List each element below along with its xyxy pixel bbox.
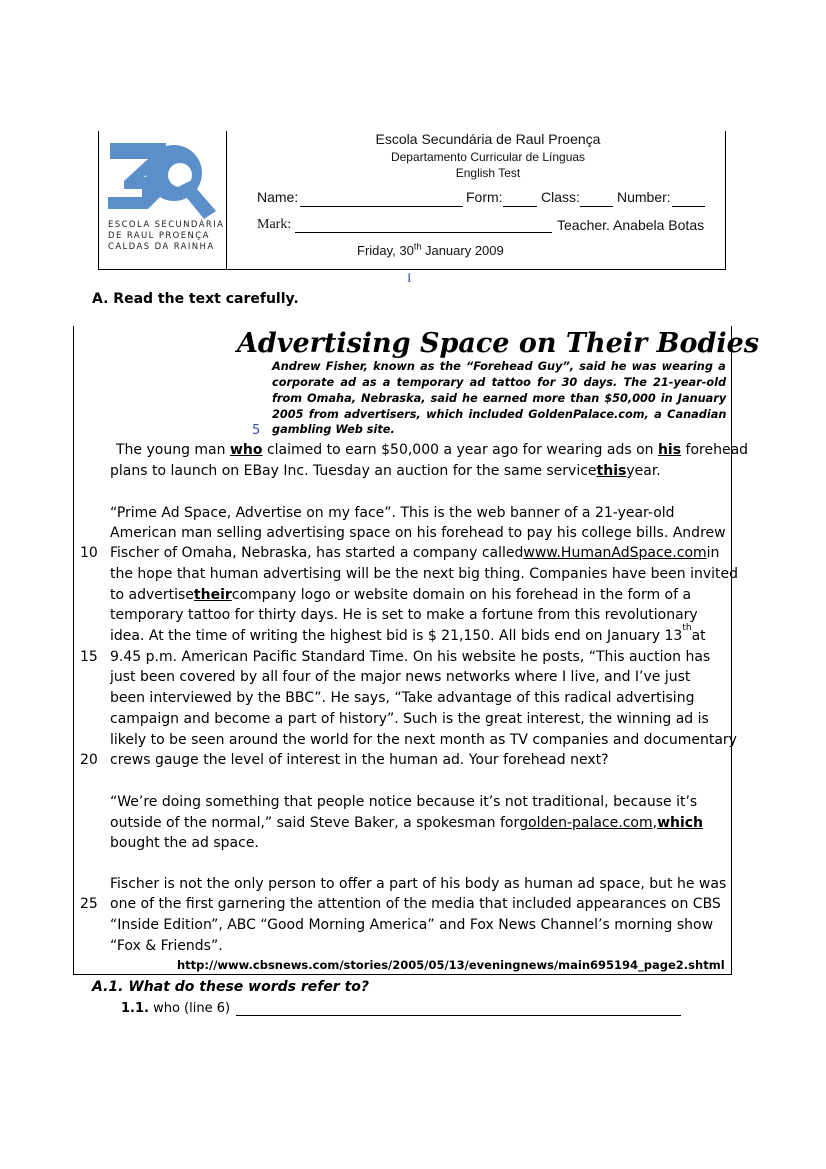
teacher-label: Teacher. Anabela Botas bbox=[557, 217, 705, 233]
lead-line: corporate ad as a temporary ad tattoo for 30 days. The 21-year-old bbox=[272, 376, 727, 389]
paragraph-2-line: the hope that human advertising will be the next big thing. Companies have been invited bbox=[110, 566, 739, 582]
form-field-line[interactable] bbox=[503, 206, 537, 207]
paragraph-3-line: bought the ad space. bbox=[110, 835, 259, 851]
line-number: 15 bbox=[80, 649, 98, 665]
school-name: Escola Secundária de Raul Proença bbox=[375, 131, 601, 147]
section-a-title: A. Read the text carefully. bbox=[92, 291, 299, 307]
mark-field-line[interactable] bbox=[295, 232, 552, 233]
paragraph-4-line: “Fox & Friends”. bbox=[110, 938, 223, 954]
paragraph-4-line: “Inside Edition”, ABC “Good Morning America” and Fox News Channel’s morning show bbox=[110, 917, 714, 933]
paragraph-3-line: outside of the normal,” said Steve Baker, a spokesman for golden-palace.com , which bbox=[110, 815, 704, 831]
class-label: Class: bbox=[541, 189, 580, 205]
paragraph-2-line: 9.45 p.m. American Pacific Standard Time. On his website he posts, “This auction has bbox=[110, 649, 711, 665]
paragraph-2-line: Fischer of Omaha, Nebraska, has started a company called www.HumanAdSpace.com in bbox=[110, 545, 720, 561]
paragraph-2-line: temporary tattoo for thirty days. He is set to make a fortune from this revolutionary bbox=[110, 607, 698, 623]
logo-text-line3: CALDAS DA RAINHA bbox=[108, 242, 215, 252]
logo-text-line1: ESCOLA SECUNDÁRIA bbox=[108, 220, 225, 230]
question-1-1: 1.1. who (line 6) bbox=[121, 1001, 231, 1016]
cursor-mark: I bbox=[407, 270, 412, 285]
header-divider bbox=[226, 131, 227, 270]
paragraph-1-line-1: The young man who claimed to earn $50,000 a year ago for wearing ads on his forehead bbox=[116, 442, 749, 458]
form-label: Form: bbox=[466, 189, 503, 205]
paragraph-2-line: crews gauge the level of interest in the human ad. Your forehead next? bbox=[110, 752, 609, 768]
line-number: 25 bbox=[80, 896, 98, 912]
paragraph-2-line: likely to be seen around the world for the next month as TV companies and documentary bbox=[110, 732, 737, 748]
lead-line: gambling Web site. bbox=[272, 423, 395, 436]
paragraph-2-line: American man selling advertising space on his forehead to pay his college bills. Andrew bbox=[110, 525, 726, 541]
lead-line: 2005 from advertisers, which included GoldenPalace.com, a Canadian bbox=[272, 408, 727, 421]
question-a1-title: A.1. What do these words refer to? bbox=[92, 979, 370, 995]
paragraph-4-line: one of the first garnering the attention of the media that included appearances on CBS bbox=[110, 896, 721, 912]
class-field-line[interactable] bbox=[580, 206, 613, 207]
department-name: Departamento Curricular de Línguas bbox=[390, 150, 586, 164]
humanadspace-link[interactable]: www.HumanAdSpace.com bbox=[523, 545, 707, 561]
logo-text-line2: DE RAUL PROENÇA bbox=[108, 231, 210, 241]
number-field-line[interactable] bbox=[672, 206, 705, 207]
test-name: English Test bbox=[455, 166, 521, 180]
paragraph-3-line: “We’re doing something that people notice because it’s not traditional, because it’s bbox=[110, 794, 698, 810]
lead-line: Andrew Fisher, known as the “Forehead Guy”, said he was wearing a bbox=[272, 360, 726, 373]
mark-label: Mark: bbox=[257, 217, 292, 232]
paragraph-2-line: campaign and become a part of history”. Such is the great interest, the winning ad is bbox=[110, 711, 709, 727]
paragraph-2-line: “Prime Ad Space, Advertise on my face”. This is the web banner of a 21-year-old bbox=[110, 505, 675, 521]
paragraph-4-line: Fischer is not the only person to offer a part of his body as human ad space, but he was bbox=[110, 876, 727, 892]
line-number: 5 bbox=[252, 423, 261, 438]
name-label: Name: bbox=[257, 189, 299, 205]
question-1-1-answer-line[interactable] bbox=[236, 1015, 681, 1016]
number-label: Number: bbox=[617, 189, 671, 205]
paragraph-2-line: to advertise their company logo or website domain on his forehead in the form of a bbox=[110, 587, 692, 603]
line-number: 10 bbox=[80, 545, 98, 561]
lead-line: from Omaha, Nebraska, said he earned more than $50,000 in January bbox=[272, 392, 727, 405]
test-date: Friday, 30th January 2009 bbox=[357, 241, 504, 258]
name-field-line[interactable] bbox=[300, 206, 463, 207]
paragraph-2-line: been interviewed by the BBC”. He says, “Take advantage of this radical advertising bbox=[110, 690, 695, 706]
paragraph-2-line: idea. At the time of writing the highest bid is $ 21,150. All bids end on January 13 th at bbox=[110, 623, 706, 644]
golden-palace-link[interactable]: golden-palace.com bbox=[519, 815, 653, 831]
line-number: 20 bbox=[80, 752, 98, 768]
article-title: Advertising Space on Their Bodies bbox=[236, 328, 760, 359]
paragraph-1-line-2: plans to launch on EBay Inc. Tuesday an auction for the same service this year. bbox=[110, 463, 661, 479]
source-url[interactable]: http://www.cbsnews.com/stories/2005/05/13/eveningnews/main695194_page2.shtml bbox=[177, 958, 725, 972]
paragraph-2-line: just been covered by all four of the major news networks where I live, and I’ve just bbox=[110, 669, 691, 685]
